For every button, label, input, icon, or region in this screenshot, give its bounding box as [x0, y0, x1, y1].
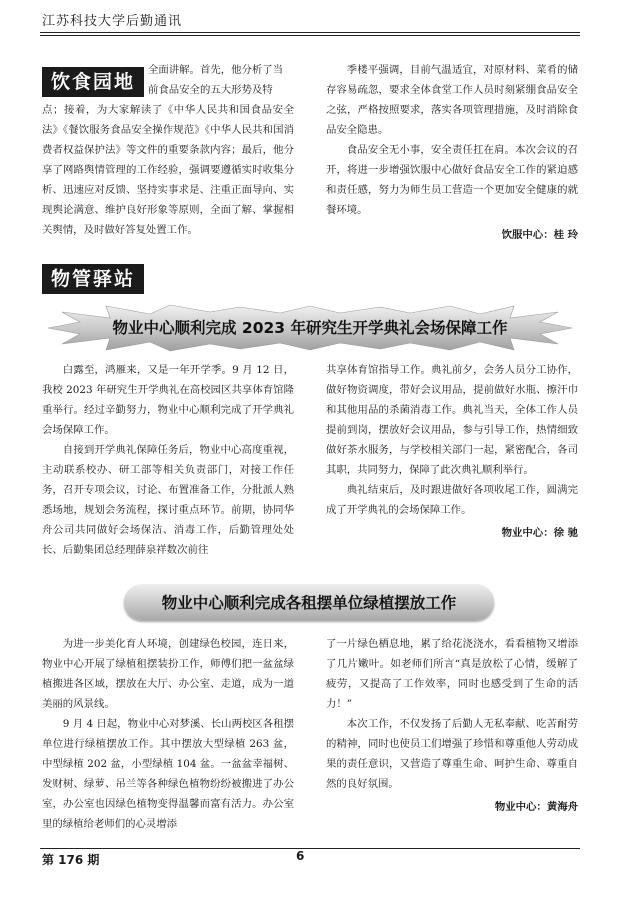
article1-signature: 物业中心：徐 驰: [501, 527, 578, 539]
article2-left-column: [42, 634, 294, 834]
section-label-food: 饮食园地: [42, 67, 144, 97]
issue-number: 第 176 期: [42, 853, 100, 867]
article1-title: 物业中心顺利完成 2023 年研究生开学典礼会场保障工作: [112, 319, 508, 337]
article2-paragraph-2: 9 月 4 日起，物业中心对梦溪、长山两校区各租摆单位进行绿植摆放工作。其中摆放大型绿植 263 盆，中型绿植 202 盆，小型绿植 104 盆。一盆盆幸福树、发财树、绿萝、吊兰等各种绿色植物纷纷被搬进了办公室，办公室也因绿色植物变得温馨而富有活力。办公室里的绿植给老师们的心灵增添: [42, 718, 294, 830]
article2-right-column: [326, 634, 578, 813]
header-rule-thin: [40, 35, 580, 36]
article2-title: 物业中心顺利完成各租摆单位绿植摆放工作: [161, 594, 457, 612]
food-right-paragraph-2: 食品安全无小事，安全责任扛在肩。本次会议的召开，将进一步增强饮服中心做好食品安全工作的紧迫感和责任感，努力为师生员工营造一个更加安全健康的就餐环境。: [326, 144, 578, 216]
article2-banner: [124, 584, 494, 620]
section-label-property: 物管驿站: [42, 264, 144, 294]
article1-paragraph-2: 自接到开学典礼保障任务后，物业中心高度重视，主动联系校办、研工部等相关负责部门，对接工作任务，召开专项会议，讨论、布置准备工作，分批派人熟悉场地，规划会务流程，探讨重点环节。前期，协同华舟公司共同做好会场保洁、消毒工作，后勤管理处处长、后勤集团总经理薛泉祥数次前往: [42, 444, 294, 556]
article2-paragraph-1: 为进一步美化育人环境，创建绿色校园，连日来，物业中心开展了绿植租摆装扮工作，师傅们把一盆盆绿植搬进各区域，摆放在大厅、办公室、走道，成为一道美丽的风景线。: [42, 638, 294, 710]
article2-paragraph-4: 本次工作，不仅发扬了后勤人无私奉献、吃苦耐劳的精神，同时也使员工们增强了珍惜和尊重他人劳动成果的责任意识，又营造了尊重生命、呵护生命、尊重自然的良好氛围。: [326, 718, 578, 790]
article2-signature: 物业中心：黄海舟: [494, 801, 578, 813]
food-right-paragraph-1: 季楼平强调，目前气温适宜，对原材料、菜肴的储存容易疏忽，要求全体食堂工作人员时刻紧绷食品安全之弦，严格按照要求，落实各项管理措施，及时消除食品安全隐患。: [326, 64, 578, 136]
article1-paragraph-1: 白露至，鸿雁来，又是一年开学季。9 月 12 日，我校 2023 年研究生开学典礼在高校园区共享体育馆隆重举行。经过辛勤努力，物业中心顺利完成了开学典礼会场保障工作。: [42, 364, 294, 436]
food-signature: 饮服中心：桂 玲: [501, 229, 578, 241]
food-left-column: [42, 60, 294, 240]
article2-paragraph-3: 了一片绿色栖息地，累了给花浇浇水，看看植物又增添了几片嫩叶。如老师们所言“真是放松了心情，缓解了疲劳，又提高了工作效率，同时也感受到了生命的活力！”: [326, 638, 578, 710]
article1-right-column: [326, 360, 578, 539]
food-line-1: 全面讲解。首先，他分析了当: [148, 64, 284, 76]
footer-rule: [40, 848, 580, 849]
food-line-2: 前食品安全的五大形势及特: [148, 84, 273, 96]
article1-paragraph-4: 典礼结束后，及时跟进做好各项收尾工作，圆满完成了开学典礼的会场保障工作。: [326, 484, 578, 516]
article1-left-column: [42, 360, 294, 560]
food-right-column: [326, 60, 578, 241]
newsletter-title: 江苏科技大学后勤通讯: [42, 14, 183, 29]
article1-paragraph-3: 共享体育馆指导工作。典礼前夕，会务人员分工协作，做好物资调度，带好会议用品，提前做好水瓶、擦汗巾和其他用品的杀菌消毒工作。典礼当天，全体工作人员提前到岗，摆放好会议用品，参与引导工作，热情细致做好茶水服务，与学校相关部门一起，紧密配合，各司其职，共同努力，保障了此次典礼顺利举行。: [326, 364, 578, 476]
article1-banner: [40, 304, 580, 352]
page-number: 6: [296, 849, 305, 863]
header-rule: [40, 32, 580, 33]
food-paragraph: 点；接着，为大家解读了《中华人民共和国食品安全法》《餐饮服务食品安全操作规范》《中华人民共和国消费者权益保护法》等文件的重要条款内容；最后，他分享了网路舆情管理的工作经验，强调要遵循实时收集分析、迅速应对反馈、坚持实事求是、注重正面导向、实现舆论满意、维护良好形象等原则，全面了解、掌握相关舆情，及时做好答复处置工作。: [42, 104, 294, 236]
